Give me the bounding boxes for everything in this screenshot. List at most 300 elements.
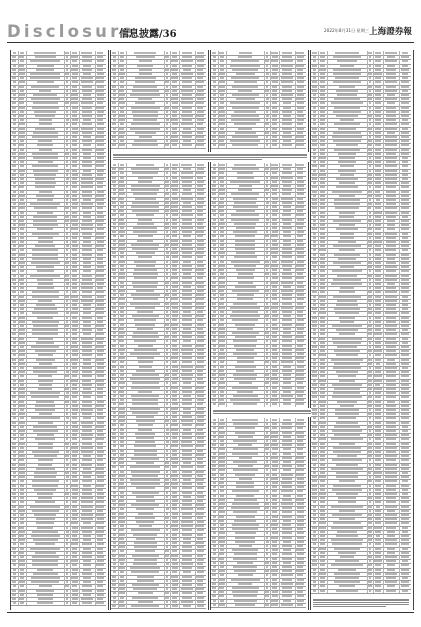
cell-text-line — [66, 452, 69, 453]
cell-text-line — [297, 299, 304, 300]
cell-text-line — [82, 347, 93, 348]
cell-text-line — [266, 244, 269, 245]
cell-text-line — [119, 261, 125, 262]
cell-text-line — [83, 477, 92, 478]
cell-text-line — [20, 191, 24, 192]
cell-text-line — [119, 299, 124, 300]
cell-text-line — [183, 408, 192, 409]
cell-text-line — [12, 397, 16, 398]
cell-text-line — [96, 237, 104, 238]
cell-text-line — [72, 141, 77, 142]
cell-text-line — [172, 194, 177, 195]
cell-text-line — [134, 543, 157, 544]
cell-text-line — [20, 519, 25, 520]
cell-text-line — [12, 422, 16, 423]
cell-text-line — [233, 303, 257, 304]
cell-text-line — [96, 292, 104, 293]
cell-text-line — [72, 502, 78, 503]
cell-text-line — [13, 456, 16, 457]
cell-text-line — [97, 363, 104, 364]
cell-text-line — [82, 368, 93, 369]
cell-text-line — [119, 232, 125, 233]
cell-text-line — [66, 410, 68, 411]
cell-text-line — [296, 265, 304, 266]
cell-text-line — [297, 274, 303, 275]
cell-text-line — [72, 116, 77, 117]
cell-text-line — [213, 95, 216, 96]
cell-text-line — [120, 438, 124, 439]
cell-text-line — [12, 599, 16, 600]
cell-text-line — [196, 307, 204, 308]
cell-text-line — [82, 254, 92, 255]
cell-text-line — [166, 496, 168, 497]
cell-text-line — [266, 111, 269, 112]
cell-text-line — [35, 552, 56, 553]
cell-text-line — [197, 219, 204, 220]
cell-text-line — [13, 557, 16, 558]
cell-text-line — [219, 324, 224, 325]
cell-text-line — [112, 580, 116, 581]
notice-text-line — [113, 154, 307, 155]
cell-text-line — [82, 174, 93, 175]
cell-text-line — [20, 166, 25, 167]
cell-text-line — [83, 267, 91, 268]
cell-text-line — [239, 186, 252, 187]
cell-text-line — [71, 380, 78, 381]
cell-text-line — [33, 95, 57, 96]
cell-text-line — [119, 513, 124, 514]
cell-text-line — [171, 387, 177, 388]
cell-text-line — [166, 429, 169, 430]
cell-text-line — [113, 391, 116, 392]
cell-text-line — [131, 530, 160, 531]
cell-text-line — [119, 190, 124, 191]
cell-text-line — [297, 57, 305, 58]
cell-text-line — [71, 544, 78, 545]
cell-text-line — [97, 212, 103, 213]
cell-text-line — [181, 249, 192, 250]
cell-text-line — [297, 74, 303, 75]
cell-text-line — [120, 286, 124, 287]
cell-text-line — [13, 288, 16, 289]
cell-text-line — [183, 412, 192, 413]
cell-text-line — [166, 454, 169, 455]
cell-text-line — [219, 337, 224, 338]
cell-text-line — [72, 82, 78, 83]
cell-text-line — [97, 225, 103, 226]
cell-text-line — [34, 473, 57, 474]
cell-text-line — [220, 295, 224, 296]
cell-text-line — [82, 380, 91, 381]
cell-text-line — [96, 166, 104, 167]
cell-text-line — [66, 368, 68, 369]
cell-text-line — [96, 82, 104, 83]
cell-text-line — [183, 480, 191, 481]
cell-text-line — [272, 107, 277, 108]
cell-text-line — [131, 190, 159, 191]
cell-text-line — [172, 433, 178, 434]
cell-text-line — [232, 69, 258, 70]
cell-text-line — [172, 57, 177, 58]
cell-text-line — [12, 443, 16, 444]
cell-text-line — [197, 538, 203, 539]
cell-text-line — [119, 391, 124, 392]
cell-text-line — [131, 606, 159, 607]
cell-text-line — [83, 578, 91, 579]
cell-text-line — [72, 401, 78, 402]
cell-text-line — [272, 299, 277, 300]
cell-text-line — [283, 316, 292, 317]
cell-text-line — [31, 582, 59, 583]
cell-text-line — [132, 316, 159, 317]
cell-text-line — [82, 208, 92, 209]
cell-text-line — [66, 372, 69, 373]
cell-text-line — [119, 132, 125, 133]
cell-text-line — [38, 376, 53, 377]
cell-text-line — [113, 132, 117, 133]
cell-text-line — [13, 204, 16, 205]
cell-text-line — [19, 158, 24, 159]
cell-text-line — [219, 345, 225, 346]
cell-text-line — [272, 358, 277, 359]
cell-text-line — [97, 120, 103, 121]
cell-text-line — [172, 438, 177, 439]
cell-text-line — [272, 286, 277, 287]
cell-text-line — [113, 597, 117, 598]
cell-text-line — [66, 510, 69, 511]
cell-text-line — [282, 278, 293, 279]
cell-text-line — [119, 95, 124, 96]
cell-text-line — [119, 505, 124, 506]
cell-text-line — [112, 467, 116, 468]
cell-text-line — [72, 506, 77, 507]
cell-text-line — [266, 128, 269, 129]
cell-text-line — [12, 174, 16, 175]
cell-text-line — [182, 307, 192, 308]
cell-text-line — [34, 489, 56, 490]
cell-text-line — [97, 132, 104, 133]
cell-text-line — [182, 559, 191, 560]
cell-text-line — [82, 355, 92, 356]
cell-text-line — [66, 380, 69, 381]
cell-text-line — [212, 303, 216, 304]
cell-text-line — [97, 376, 104, 377]
cell-text-line — [13, 435, 17, 436]
cell-text-line — [13, 498, 17, 499]
cell-text-line — [96, 300, 104, 301]
cell-text-line — [119, 568, 124, 569]
cell-text-line — [19, 552, 24, 553]
cell-text-line — [83, 170, 91, 171]
cell-text-line — [13, 317, 16, 318]
cell-text-line — [97, 561, 104, 562]
cell-text-line — [37, 288, 54, 289]
cell-text-line — [283, 186, 291, 187]
cell-text-line — [96, 141, 104, 142]
cell-text-line — [182, 404, 191, 405]
cell-text-line — [172, 391, 177, 392]
cell-text-line — [13, 401, 17, 402]
cell-text-line — [219, 211, 224, 212]
cell-text-line — [212, 240, 216, 241]
cell-text-line — [96, 309, 104, 310]
cell-text-line — [238, 190, 253, 191]
cell-text-line — [130, 95, 160, 96]
cell-text-line — [172, 341, 177, 342]
cell-text-line — [266, 99, 269, 100]
cell-text-line — [20, 141, 25, 142]
cell-text-line — [119, 274, 125, 275]
cell-text-line — [213, 349, 216, 350]
cell-text-line — [172, 362, 177, 363]
cell-text-line — [66, 246, 69, 247]
cell-text-line — [197, 568, 204, 569]
cell-text-line — [132, 111, 157, 112]
cell-text-line — [20, 347, 24, 348]
cell-text-line — [183, 286, 192, 287]
cell-text-line — [220, 65, 225, 66]
cell-text-line — [112, 522, 116, 523]
cell-text-line — [297, 219, 304, 220]
cell-text-line — [120, 580, 124, 581]
cell-text-line — [20, 149, 25, 150]
cell-text-line — [172, 261, 178, 262]
cell-text-line — [113, 261, 116, 262]
cell-text-line — [171, 408, 177, 409]
cell-text-line — [219, 165, 224, 166]
cell-text-line — [12, 208, 16, 209]
cell-text-line — [112, 69, 116, 70]
cell-text-line — [219, 358, 224, 359]
cell-text-line — [119, 223, 125, 224]
cell-text-line — [32, 250, 58, 251]
cell-text-line — [83, 569, 91, 570]
cell-text-line — [66, 552, 68, 553]
cell-text-line — [182, 145, 193, 146]
cell-text-line — [230, 141, 260, 142]
cell-text-line — [296, 358, 304, 359]
cell-text-line — [19, 74, 25, 75]
cell-text-line — [166, 111, 169, 112]
cell-text-line — [181, 228, 192, 229]
cell-text-line — [35, 246, 55, 247]
cell-text-line — [165, 145, 168, 146]
cell-text-line — [13, 95, 16, 96]
cell-text-line — [166, 95, 168, 96]
cell-text-line — [219, 190, 224, 191]
cell-text-line — [197, 606, 204, 607]
cell-text-line — [81, 284, 93, 285]
cell-text-line — [213, 124, 216, 125]
cell-text-line — [72, 355, 78, 356]
cell-text-line — [182, 95, 192, 96]
cell-text-line — [19, 170, 24, 171]
cell-text-line — [83, 212, 92, 213]
cell-text-line — [20, 292, 25, 293]
cell-text-line — [72, 174, 78, 175]
cell-text-line — [32, 258, 59, 259]
cell-text-line — [82, 116, 92, 117]
cell-text-line — [232, 333, 259, 334]
cell-text-line — [113, 236, 116, 237]
cell-text-line — [65, 74, 68, 75]
cell-text-line — [297, 78, 304, 79]
cell-text-line — [83, 313, 92, 314]
cell-text-line — [220, 103, 224, 104]
cell-text-line — [139, 61, 152, 62]
cell-text-line — [232, 169, 259, 170]
cell-text-line — [165, 551, 168, 552]
cell-text-line — [272, 219, 278, 220]
cell-text-line — [166, 345, 168, 346]
cell-text-line — [134, 141, 157, 142]
cell-text-line — [113, 492, 116, 493]
cell-text-line — [113, 370, 116, 371]
cell-text-line — [181, 74, 193, 75]
cell-text-line — [182, 517, 192, 518]
cell-text-line — [166, 505, 168, 506]
cell-text-line — [34, 477, 56, 478]
cell-text-line — [31, 536, 60, 537]
cell-text-line — [13, 473, 16, 474]
cell-text-line — [97, 158, 104, 159]
cell-text-line — [297, 186, 304, 187]
cell-text-line — [13, 376, 16, 377]
cell-text-line — [233, 341, 257, 342]
cell-text-line — [165, 303, 168, 304]
cell-text-line — [265, 316, 268, 317]
cell-text-line — [182, 333, 192, 334]
cell-text-line — [131, 459, 159, 460]
table-cell — [95, 601, 106, 605]
cell-text-line — [120, 86, 124, 87]
cell-text-line — [282, 265, 293, 266]
cell-text-line — [34, 53, 56, 54]
cell-text-line — [120, 61, 125, 62]
cell-text-line — [220, 257, 224, 258]
cell-text-line — [66, 481, 69, 482]
cell-text-line — [19, 565, 25, 566]
cell-text-line — [38, 447, 53, 448]
cell-text-line — [238, 90, 252, 91]
cell-text-line — [272, 215, 278, 216]
cell-text-line — [130, 354, 160, 355]
cell-text-line — [297, 69, 303, 70]
cell-text-line — [66, 162, 69, 163]
cell-text-line — [197, 165, 204, 166]
cell-text-line — [72, 65, 78, 66]
cell-text-line — [196, 232, 204, 233]
cell-text-line — [197, 328, 203, 329]
cell-text-line — [72, 464, 77, 465]
cell-text-line — [96, 565, 104, 566]
cell-text-line — [113, 116, 117, 117]
cell-text-line — [265, 274, 268, 275]
cell-text-line — [97, 544, 104, 545]
cell-text-line — [197, 90, 204, 91]
cell-text-line — [172, 228, 178, 229]
cell-text-line — [213, 228, 216, 229]
cell-text-line — [13, 519, 16, 520]
cell-text-line — [19, 456, 25, 457]
cell-text-line — [113, 57, 116, 58]
cell-text-line — [66, 414, 69, 415]
cell-text-line — [133, 228, 157, 229]
cell-text-line — [13, 573, 16, 574]
cell-text-line — [72, 279, 77, 280]
cell-text-line — [19, 82, 25, 83]
cell-text-line — [39, 363, 52, 364]
cell-text-line — [72, 225, 78, 226]
cell-text-line — [19, 321, 25, 322]
cell-text-line — [212, 320, 216, 321]
cell-text-line — [66, 405, 68, 406]
cell-text-line — [213, 181, 216, 182]
cell-text-line — [172, 232, 177, 233]
cell-text-line — [297, 211, 303, 212]
cell-text-line — [120, 107, 124, 108]
cell-text-line — [172, 124, 178, 125]
cell-text-line — [97, 229, 104, 230]
cell-text-line — [135, 442, 155, 443]
cell-text-line — [19, 225, 24, 226]
cell-text-line — [272, 324, 277, 325]
cell-text-line — [20, 557, 25, 558]
cell-text-line — [166, 354, 168, 355]
cell-text-line — [134, 53, 156, 54]
cell-text-line — [83, 263, 91, 264]
cell-text-line — [97, 477, 104, 478]
cell-text-line — [213, 337, 216, 338]
cell-text-line — [166, 78, 169, 79]
cell-text-line — [13, 53, 16, 54]
cell-text-line — [36, 590, 54, 591]
cell-text-line — [281, 282, 292, 283]
cell-text-line — [66, 557, 69, 558]
cell-text-line — [20, 435, 25, 436]
cell-text-line — [212, 211, 216, 212]
cell-text-line — [182, 223, 191, 224]
cell-text-line — [83, 216, 91, 217]
cell-text-line — [219, 354, 224, 355]
cell-text-line — [96, 515, 104, 516]
cell-text-line — [12, 447, 16, 448]
cell-text-line — [266, 341, 269, 342]
cell-text-line — [171, 137, 178, 138]
cell-text-line — [38, 338, 53, 339]
cell-text-line — [213, 358, 216, 359]
cell-text-line — [265, 261, 268, 262]
cell-text-line — [66, 523, 69, 524]
cell-text-line — [220, 299, 225, 300]
cell-text-line — [196, 543, 204, 544]
cell-text-line — [82, 61, 93, 62]
cell-text-line — [38, 242, 53, 243]
cell-text-line — [272, 244, 278, 245]
cell-text-line — [182, 362, 192, 363]
cell-text-line — [81, 103, 92, 104]
cell-text-line — [172, 354, 178, 355]
cell-text-line — [197, 181, 204, 182]
cell-text-line — [66, 292, 68, 293]
cell-text-line — [13, 355, 16, 356]
cell-text-line — [112, 173, 116, 174]
cell-text-line — [172, 568, 178, 569]
cell-text-line — [33, 368, 57, 369]
cell-text-line — [19, 338, 24, 339]
cell-text-line — [38, 464, 52, 465]
cell-text-line — [272, 223, 277, 224]
